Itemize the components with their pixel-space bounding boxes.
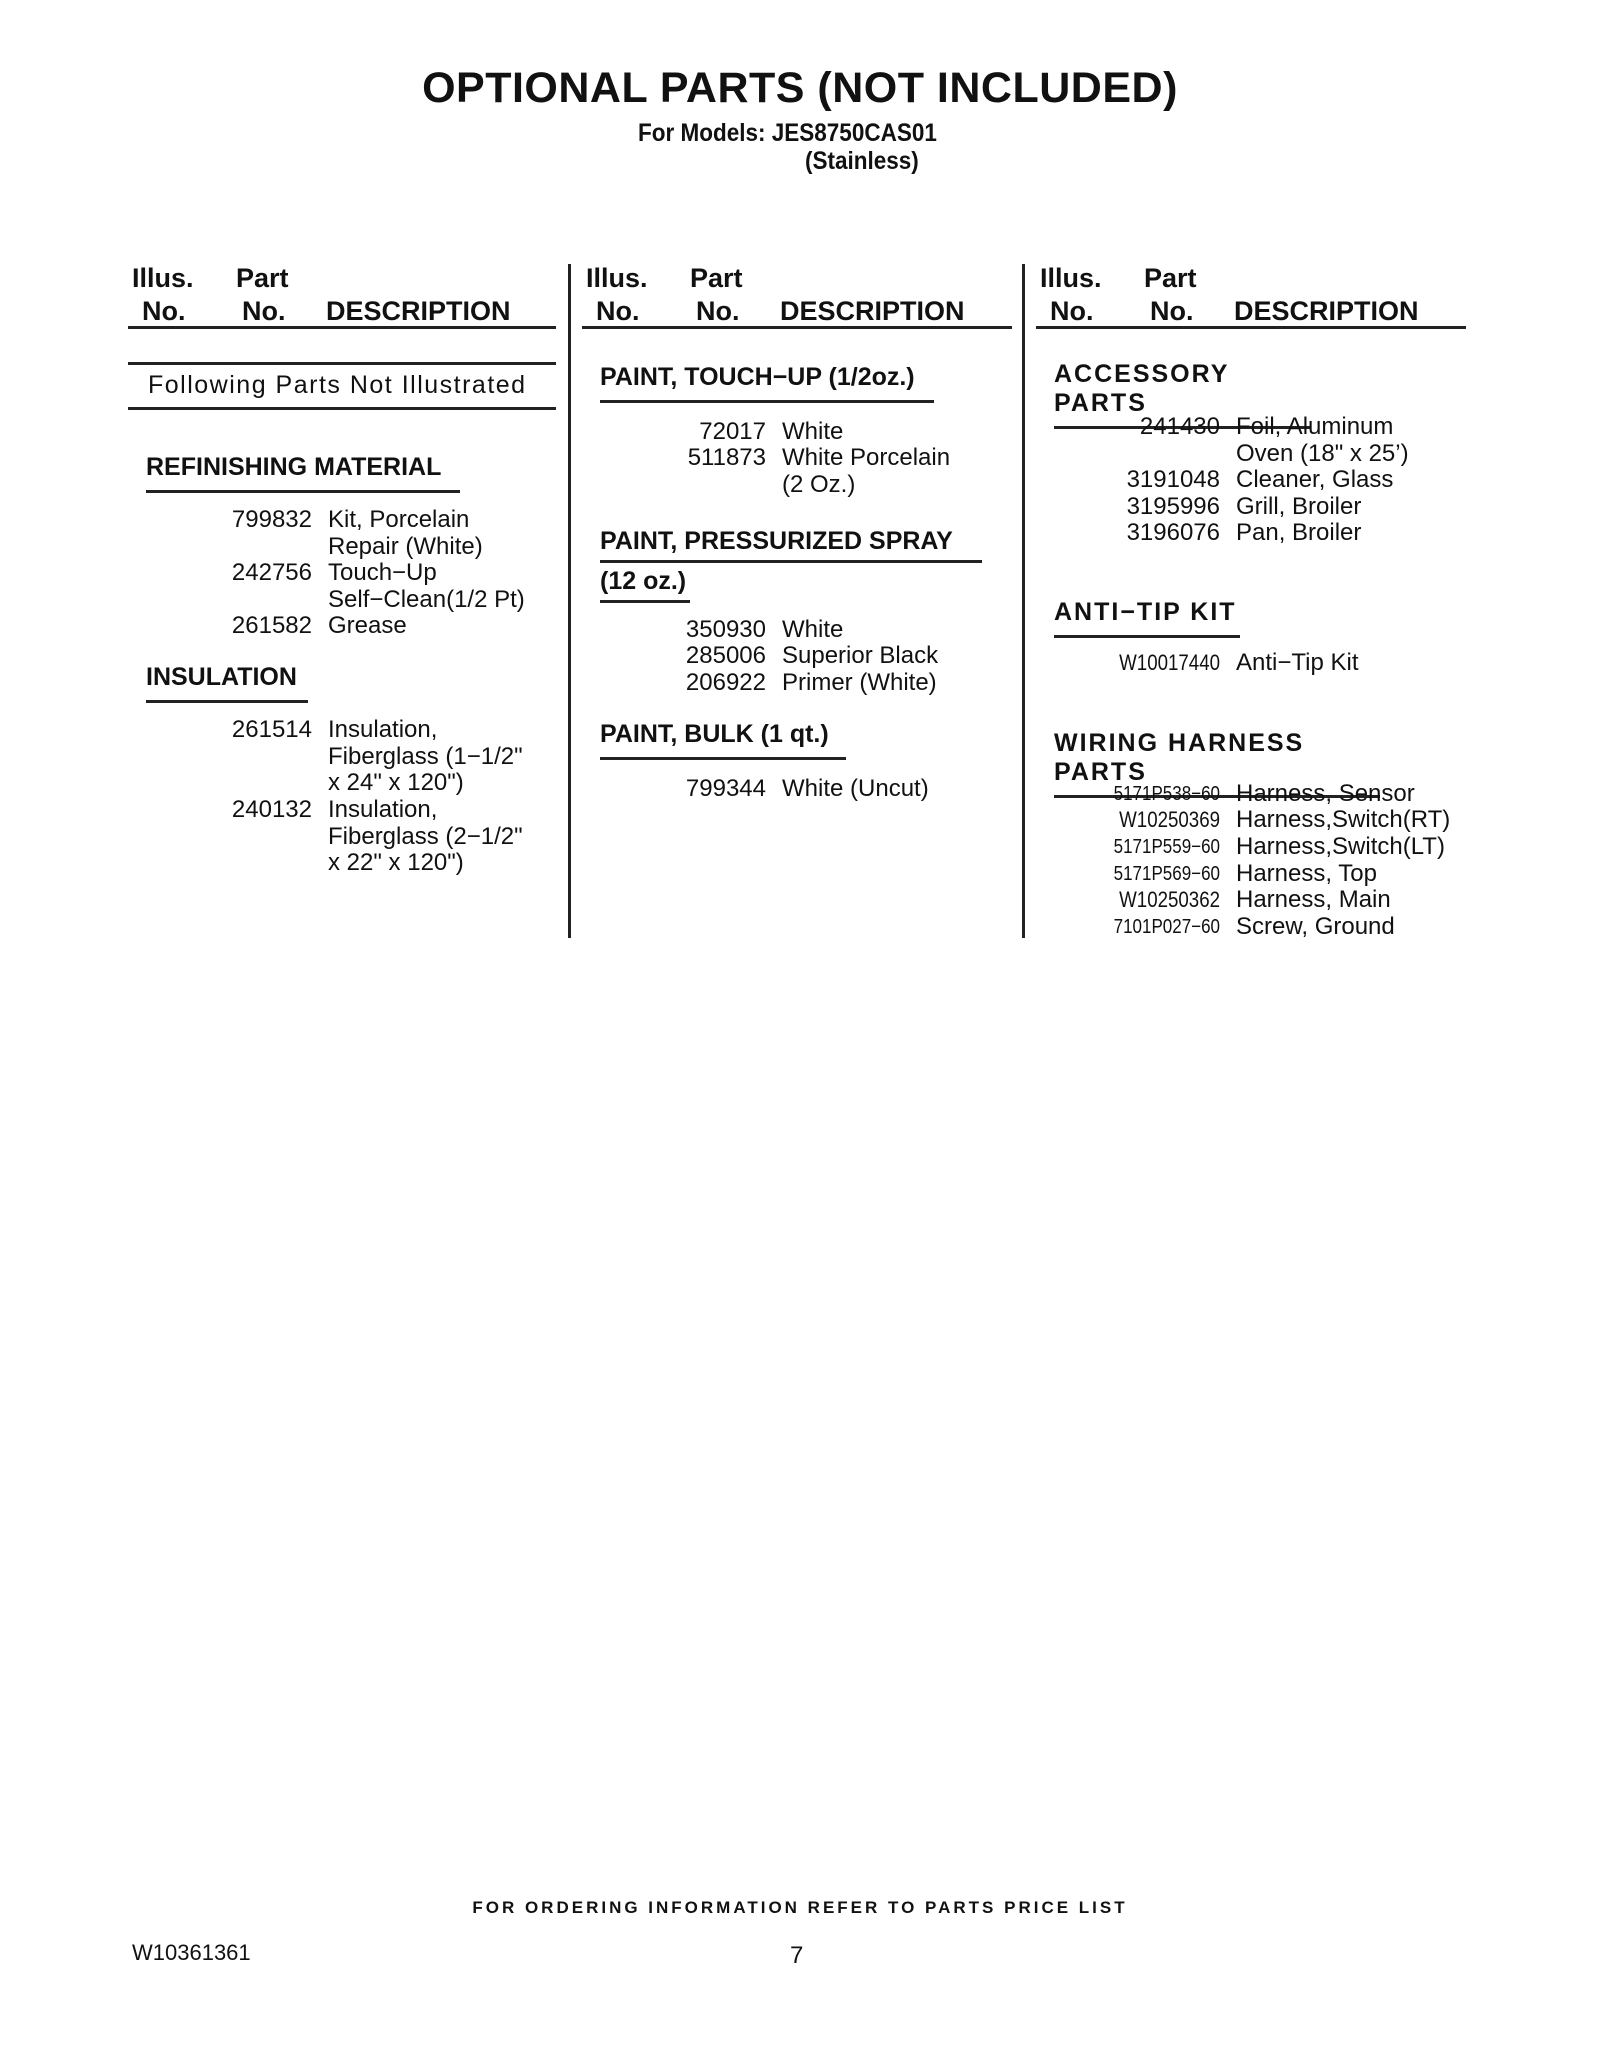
part-number: 7101P027−60 [1113,916,1220,938]
part-description: Harness,Switch(LT) [1236,833,1445,860]
part-description: White [782,616,844,643]
description-label: DESCRIPTION [780,296,965,326]
part-number: 3195996 [1126,493,1220,520]
illus-label: Illus. [586,263,648,293]
spray-title-line2: (12 oz.) [600,563,690,603]
part-description: Insulation, Fiberglass (2−1/2" x 22" x 120") [328,796,523,877]
part-description: White Porcelain (2 Oz.) [782,444,951,498]
part-description: Anti−Tip Kit [1236,649,1359,676]
part-description: Touch−Up Self−Clean(1/2 Pt) [328,559,525,613]
part-label: Part [1144,263,1197,293]
section-title-antitip: ANTI−TIP KIT [1054,598,1240,638]
part-description: Pan, Broiler [1236,519,1362,546]
section-title-wiring: WIRING HARNESS PARTS [1054,729,1380,798]
part-number: 350930 [685,616,766,643]
column-divider [568,264,571,938]
illus-label: Illus. [1040,263,1102,293]
column-divider [1022,264,1025,938]
part-number: 261514 [231,716,312,743]
header-rule [128,326,556,329]
header-rule [1036,326,1466,329]
illus-label: Illus. [132,263,194,293]
part-description: Insulation, Fiberglass (1−1/2" x 24" x 120") [328,716,523,797]
description-label: DESCRIPTION [326,296,511,326]
part-number: 3196076 [1126,519,1220,546]
part-description: Grease [328,612,407,639]
document-number: W10361361 [132,1940,251,1965]
part-number: 5171P569−60 [1113,863,1220,885]
part-description: White (Uncut) [782,775,929,802]
part-number: 511873 [687,444,766,471]
illus-no-label: No. [1050,296,1094,326]
models-line: For Models: JES8750CAS01 [638,119,937,147]
section-title-spray [600,523,982,603]
divider [128,407,556,410]
page-number: 7 [790,1942,804,1969]
part-description: Primer (White) [782,669,937,696]
section-title-bulk: PAINT, BULK (1 qt.) [600,720,846,760]
ordering-info: FOR ORDERING INFORMATION REFER TO PARTS PRICE LIST [472,1898,1128,1917]
part-description: White [782,418,844,445]
not-illustrated-note: Following Parts Not Illustrated [148,371,527,399]
part-number: 285006 [685,642,766,669]
part-no-label: No. [696,296,740,326]
part-description: Cleaner, Glass [1236,466,1394,493]
part-no-label: No. [1150,296,1194,326]
section-title-insulation: INSULATION [146,663,308,703]
spray-title-line1: PAINT, PRESSURIZED SPRAY [600,523,982,563]
part-description: Grill, Broiler [1236,493,1362,520]
part-number: W10250362 [1119,887,1220,912]
part-number: 799832 [231,506,312,533]
part-description: Harness, Top [1236,860,1377,887]
part-number: W10017440 [1119,650,1220,675]
part-label: Part [690,263,743,293]
illus-no-label: No. [596,296,640,326]
part-description: Harness, Sensor [1236,780,1415,807]
part-description: Harness, Main [1236,886,1391,913]
part-number: 242756 [231,559,312,586]
model-variant: (Stainless) [805,147,919,175]
section-title-refinishing: REFINISHING MATERIAL [146,453,460,493]
part-number: W10250369 [1119,807,1220,832]
description-label: DESCRIPTION [1234,296,1419,326]
header-rule [582,326,1012,329]
part-number: 5171P559−60 [1113,836,1220,858]
part-no-label: No. [242,296,286,326]
divider [128,362,556,365]
part-description: Harness,Switch(RT) [1236,806,1451,833]
part-number: 5171P538−60 [1113,783,1220,805]
part-description: Screw, Ground [1236,913,1395,940]
page-title: OPTIONAL PARTS (NOT INCLUDED) [422,64,1178,112]
part-description: Superior Black [782,642,939,669]
part-number: 240132 [231,796,312,823]
part-number: 241430 [1139,413,1220,440]
part-description: Kit, Porcelain Repair (White) [328,506,483,560]
part-number: 3191048 [1126,466,1220,493]
illus-no-label: No. [142,296,186,326]
section-title-accessory: ACCESSORY PARTS [1054,360,1310,429]
part-description: Foil, Aluminum Oven (18" x 25’) [1236,413,1409,467]
part-number: 799344 [685,775,766,802]
part-number: 206922 [685,669,766,696]
part-label: Part [236,263,289,293]
section-title-touchup: PAINT, TOUCH−UP (1/2oz.) [600,363,934,403]
part-number: 72017 [699,418,766,445]
part-number: 261582 [231,612,312,639]
